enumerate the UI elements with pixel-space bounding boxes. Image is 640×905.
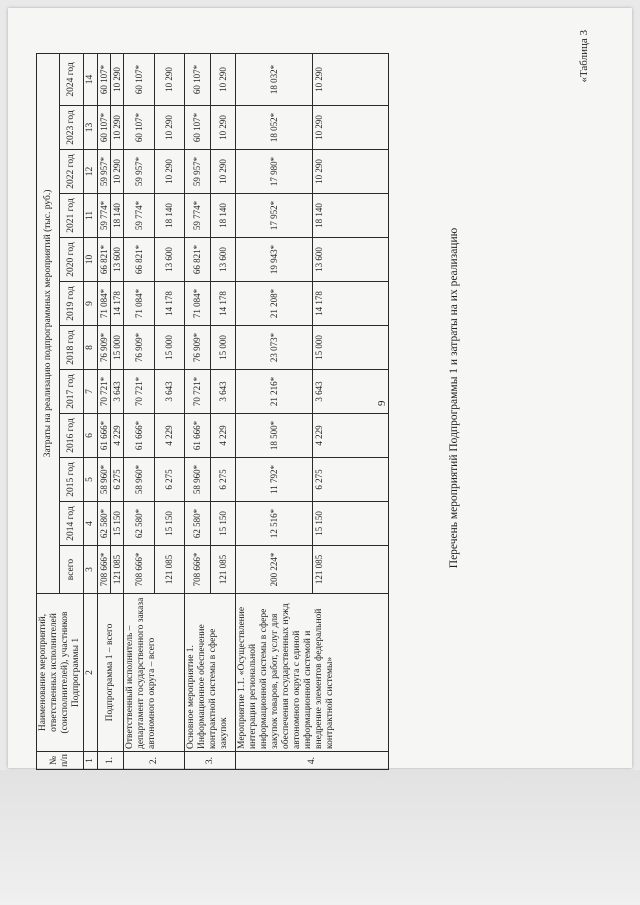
row-number: 3.: [185, 752, 236, 770]
header-num: № п/п: [37, 752, 84, 770]
cost-cell: 60 107*: [97, 106, 110, 150]
cost-cell: 15 000: [154, 326, 185, 370]
cost-cell: 15 150: [210, 502, 236, 546]
cost-cell: 13 600: [312, 238, 389, 282]
column-number: 5: [83, 458, 97, 502]
cost-cell: 23 073*: [236, 326, 313, 370]
cost-cell: 708 666*: [185, 546, 211, 594]
cost-cell: 60 107*: [185, 106, 211, 150]
cost-cell: 121 085: [312, 546, 389, 594]
cost-cell: 62 580*: [97, 502, 110, 546]
scan-background: [0, 770, 640, 905]
cost-cell: 18 140: [312, 194, 389, 238]
cost-cell: 17 952*: [236, 194, 313, 238]
cost-cell: 60 107*: [124, 53, 155, 105]
header-year: 2015 год: [60, 458, 83, 502]
cost-cell: 11 792*: [236, 458, 313, 502]
cost-cell: 10 290: [110, 106, 123, 150]
cost-cell: 61 666*: [124, 414, 155, 458]
cost-cell: 60 107*: [97, 53, 110, 105]
cost-cell: 15 000: [312, 326, 389, 370]
cost-cell: 10 290: [154, 106, 185, 150]
table-row: [97, 53, 110, 769]
cost-cell: 6 275: [210, 458, 236, 502]
column-number: 10: [83, 238, 97, 282]
cost-cell: 17 980*: [236, 150, 313, 194]
page-number: 9: [376, 400, 388, 406]
rotated-content: [28, 18, 612, 778]
cost-cell: 18 140: [154, 194, 185, 238]
cost-cell: 18 140: [210, 194, 236, 238]
cost-cell: 15 000: [210, 326, 236, 370]
header-total: всего: [60, 546, 83, 594]
cost-cell: 14 178: [110, 282, 123, 326]
column-number: 9: [83, 282, 97, 326]
column-number: 3: [83, 546, 97, 594]
cost-cell: 58 960*: [185, 458, 211, 502]
cost-cell: 6 275: [110, 458, 123, 502]
cost-cell: 62 580*: [124, 502, 155, 546]
cost-cell: 60 107*: [124, 106, 155, 150]
row-name: Подпрограмма 1 – всего: [97, 594, 124, 752]
column-number: 7: [83, 370, 97, 414]
cost-cell: 59 957*: [185, 150, 211, 194]
cost-cell: 60 107*: [185, 53, 211, 105]
cost-cell: 18 032*: [236, 53, 313, 105]
cost-cell: 61 666*: [97, 414, 110, 458]
row-name: Мероприятие 1.1. «Осуществление интеграции региональной информационной системы в сфере закупок товаров, работ, услуг для обеспечения государственных нужд автономного округа с единой информационной системой и внедрение элементов федеральной контрактной системы»: [236, 594, 389, 752]
header-costs: Затраты на реализацию подпрограммных мероприятий (тыс. руб.): [37, 53, 60, 593]
cost-cell: 10 290: [154, 150, 185, 194]
cost-cell: 15 150: [154, 502, 185, 546]
cost-cell: 200 224*: [236, 546, 313, 594]
cost-cell: 66 821*: [185, 238, 211, 282]
cost-cell: 4 229: [110, 414, 123, 458]
cost-cell: 6 275: [312, 458, 389, 502]
cost-cell: 3 643: [312, 370, 389, 414]
cost-cell: 58 960*: [97, 458, 110, 502]
cost-cell: 4 229: [154, 414, 185, 458]
header-year: 2019 год: [60, 282, 83, 326]
cost-cell: 71 084*: [185, 282, 211, 326]
cost-cell: 18 052*: [236, 106, 313, 150]
cost-cell: 3 643: [110, 370, 123, 414]
table-row: [124, 53, 155, 769]
cost-cell: 13 600: [154, 238, 185, 282]
cost-cell: 59 774*: [97, 194, 110, 238]
cost-cell: 70 721*: [97, 370, 110, 414]
cost-cell: 10 290: [110, 150, 123, 194]
column-number: 1: [83, 752, 97, 770]
header-year: 2016 год: [60, 414, 83, 458]
column-number: 11: [83, 194, 97, 238]
cost-cell: 59 957*: [124, 150, 155, 194]
column-number: 4: [83, 502, 97, 546]
cost-cell: 3 643: [210, 370, 236, 414]
cost-cell: 14 178: [210, 282, 236, 326]
cost-cell: 18 140: [110, 194, 123, 238]
cost-cell: 6 275: [154, 458, 185, 502]
column-number: 14: [83, 53, 97, 105]
table-label: «Таблица 3: [578, 30, 590, 83]
cost-cell: 14 178: [312, 282, 389, 326]
cost-cell: 12 516*: [236, 502, 313, 546]
row-number: 1.: [97, 752, 124, 770]
row-name: Основное мероприятие 1. Информационное обеспечение контрактной системы в сфере закупок: [185, 594, 236, 752]
cost-cell: 15 000: [110, 326, 123, 370]
cost-cell: 13 600: [110, 238, 123, 282]
column-number: 6: [83, 414, 97, 458]
cost-cell: 10 290: [312, 53, 389, 105]
cost-cell: 76 909*: [124, 326, 155, 370]
cost-cell: 14 178: [154, 282, 185, 326]
header-year: 2022 год: [60, 150, 83, 194]
cost-cell: 62 580*: [185, 502, 211, 546]
cost-cell: 708 666*: [97, 546, 110, 594]
cost-cell: 61 666*: [185, 414, 211, 458]
costs-table: [36, 53, 389, 770]
table-row: [236, 53, 313, 769]
cost-cell: 121 085: [154, 546, 185, 594]
cost-cell: 66 821*: [124, 238, 155, 282]
cost-cell: 13 600: [210, 238, 236, 282]
cost-cell: 10 290: [210, 150, 236, 194]
cost-cell: 4 229: [312, 414, 389, 458]
header-year: 2017 год: [60, 370, 83, 414]
cost-cell: 70 721*: [185, 370, 211, 414]
table-body: [97, 53, 389, 769]
cost-cell: 76 909*: [97, 326, 110, 370]
cost-cell: 10 290: [312, 106, 389, 150]
header-year: 2018 год: [60, 326, 83, 370]
column-number: 2: [83, 594, 97, 752]
cost-cell: 10 290: [154, 53, 185, 105]
cost-cell: 59 774*: [124, 194, 155, 238]
cost-cell: 15 150: [312, 502, 389, 546]
cost-cell: 59 957*: [97, 150, 110, 194]
cost-cell: 18 500*: [236, 414, 313, 458]
table-row: [185, 53, 211, 769]
column-number: 12: [83, 150, 97, 194]
cost-cell: 121 085: [110, 546, 123, 594]
cost-cell: 21 208*: [236, 282, 313, 326]
header-year: 2023 год: [60, 106, 83, 150]
column-number: 8: [83, 326, 97, 370]
cost-cell: 19 943*: [236, 238, 313, 282]
cost-cell: 71 084*: [124, 282, 155, 326]
cost-cell: 21 216*: [236, 370, 313, 414]
cost-cell: 708 666*: [124, 546, 155, 594]
cost-cell: 71 084*: [97, 282, 110, 326]
cost-cell: 58 960*: [124, 458, 155, 502]
cost-cell: 66 821*: [97, 238, 110, 282]
cost-cell: 10 290: [210, 106, 236, 150]
document-title: Перечень мероприятий Подпрограммы 1 и затраты на их реализацию: [448, 227, 460, 569]
cost-cell: 10 290: [210, 53, 236, 105]
header-year: 2021 год: [60, 194, 83, 238]
header-year: 2014 год: [60, 502, 83, 546]
cost-cell: 10 290: [110, 53, 123, 105]
row-name: Ответственный исполнитель – департамент государственного заказа автономного округа – всего: [124, 594, 185, 752]
column-number: 13: [83, 106, 97, 150]
row-number: 2.: [124, 752, 185, 770]
cost-cell: 15 150: [110, 502, 123, 546]
cost-cell: 3 643: [154, 370, 185, 414]
cost-cell: 76 909*: [185, 326, 211, 370]
header-name: Наименование мероприятий, ответственных исполнителей (соисполнителей), участников Подпрограммы 1: [37, 594, 84, 752]
header-year: 2020 год: [60, 238, 83, 282]
header-year: 2024 год: [60, 53, 83, 105]
row-number: 4.: [236, 752, 389, 770]
cost-cell: 121 085: [210, 546, 236, 594]
cost-cell: 10 290: [312, 150, 389, 194]
cost-cell: 59 774*: [185, 194, 211, 238]
cost-cell: 4 229: [210, 414, 236, 458]
cost-cell: 70 721*: [124, 370, 155, 414]
